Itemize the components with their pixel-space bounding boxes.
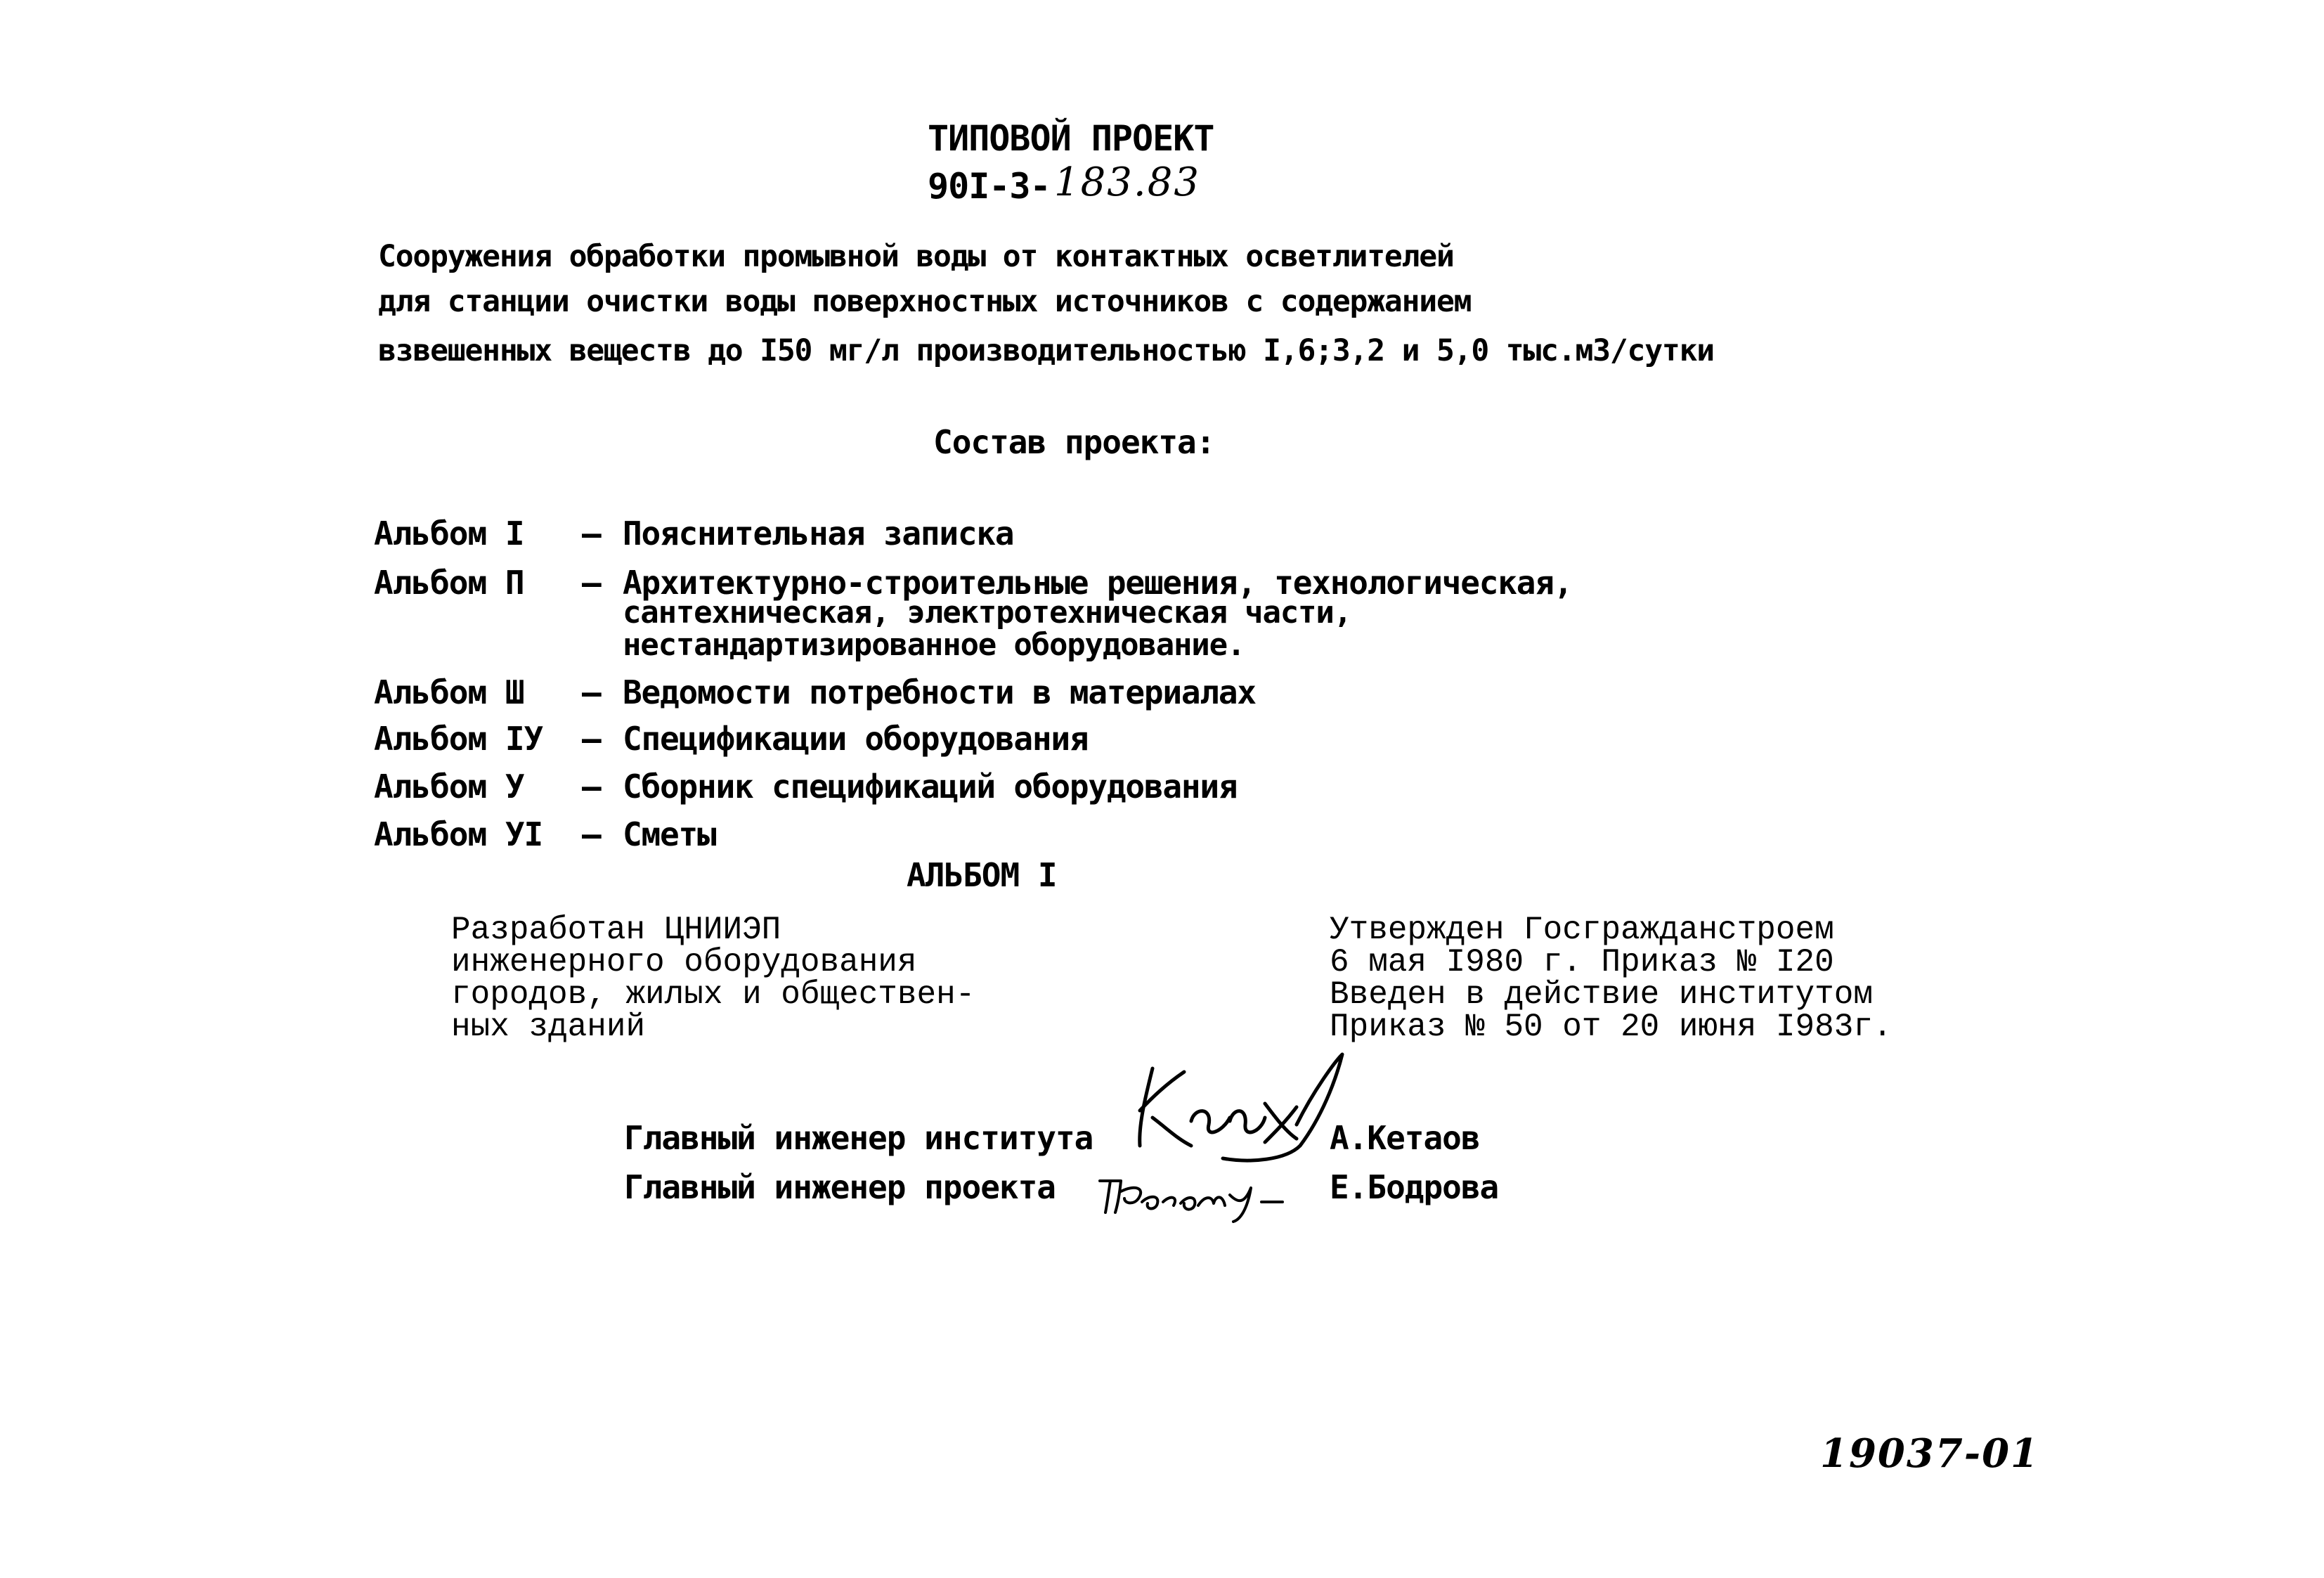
album-6-name: Альбом УI [374, 815, 543, 853]
project-type-title: ТИПОВОЙ ПРОЕКТ [928, 118, 1214, 159]
signature-1-image [1124, 1040, 1356, 1167]
inventory-number: 19037-01 [1820, 1430, 2039, 1477]
album-1-desc: Пояснительная записка [623, 515, 1014, 552]
album-3-dash: – [582, 673, 602, 711]
album-2-desc-line-1: Архитектурно-строительные решения, технологическая, [623, 564, 1573, 602]
album-5-name: Альбом У [374, 768, 524, 806]
album-2-dash: – [582, 564, 602, 602]
developer-line-1: Разработан ЦНИИЭП [451, 912, 781, 948]
description-line-2: для станции очистки воды поверхностных источников с содержанием [378, 284, 1472, 319]
approval-line-4: Приказ № 50 от 20 июня I983г. [1330, 1009, 1893, 1045]
album-3-name: Альбом Ш [374, 673, 524, 711]
album-6-desc: Сметы [623, 815, 716, 853]
project-code-typed: 90I-3- [928, 166, 1051, 207]
approval-line-3: Введен в действие институтом [1330, 976, 1873, 1013]
approval-line-1: Утвержден Госгражданстроем [1330, 912, 1834, 948]
chief-engineer-project-label: Главный инженер проекта [624, 1168, 1056, 1206]
album-2-desc-line-2: сантехническая, электротехническая части, [623, 595, 1351, 630]
project-code-handwritten: 183.83 [1054, 160, 1200, 205]
album-4-dash: – [582, 720, 602, 758]
chief-engineer-project-name: Е.Бодрова [1330, 1168, 1499, 1206]
album-6-dash: – [582, 815, 602, 853]
approval-line-2: 6 мая I980 г. Приказ № I20 [1330, 944, 1834, 981]
developer-line-3: городов, жилых и обществен- [451, 976, 975, 1013]
developer-line-2: инженерного оборудования [451, 944, 917, 981]
album-1-dash: – [582, 515, 602, 552]
album-4-name: Альбом IУ [374, 720, 543, 758]
album-label: АЛЬБОМ I [907, 856, 1057, 894]
composition-title: Состав проекта: [933, 423, 1215, 461]
album-4-desc: Спецификации оборудования [623, 720, 1089, 758]
signature-2-image [1093, 1167, 1297, 1223]
chief-engineer-institute-name: А.Кетаов [1330, 1119, 1480, 1157]
album-2-name: Альбом П [374, 564, 524, 602]
album-5-desc: Сборник спецификаций оборудования [623, 768, 1238, 806]
description-line-3: взвешенных веществ до I50 мг/л производительностью I,6;3,2 и 5,0 тыс.м3/сутки [378, 333, 1714, 368]
chief-engineer-institute-label: Главный инженер института [624, 1119, 1093, 1157]
album-5-dash: – [582, 768, 602, 806]
album-3-desc: Ведомости потребности в материалах [623, 673, 1256, 711]
developer-line-4: ных зданий [451, 1009, 646, 1045]
album-1-name: Альбом I [374, 515, 524, 552]
album-2-desc-line-3: нестандартизированное оборудование. [623, 627, 1245, 663]
description-line-1: Сооружения обработки промывной воды от контактных осветлителей [378, 239, 1454, 274]
